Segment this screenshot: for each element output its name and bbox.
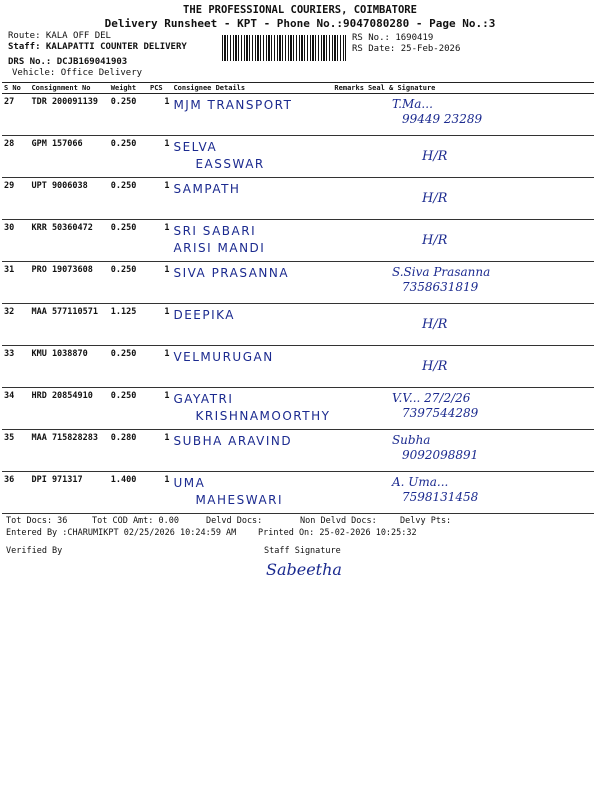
- seal-signature-line: H/R: [421, 317, 448, 332]
- seal-signature-line: 7598131458: [401, 490, 479, 504]
- row-seal-signature: [366, 346, 594, 388]
- row-sno: 31: [2, 262, 29, 304]
- row-seal-signature: [366, 430, 594, 472]
- row-weight: 0.280: [109, 430, 148, 472]
- row-pcs: 1: [148, 94, 171, 136]
- row-pcs: 1: [148, 388, 171, 430]
- row-remarks: [332, 472, 366, 514]
- seal-signature-line: H/R: [421, 233, 448, 248]
- row-weight: 0.250: [109, 346, 148, 388]
- row-seal-signature: [366, 178, 594, 220]
- row-consignment-no: KRR 50360472: [29, 220, 108, 262]
- verified-by: Verified By: [6, 546, 63, 556]
- row-consignment-no: KMU 1038870: [29, 346, 108, 388]
- row-consignment-no: UPT 9006038: [29, 178, 108, 220]
- document-subtitle: Delivery Runsheet - KPT - Phone No.:9047080280 - Page No.:3: [104, 17, 496, 30]
- consignee-name-line: KRISHNAMOORTHY: [195, 409, 331, 423]
- row-remarks: [332, 94, 366, 136]
- seal-signature-line: H/R: [421, 359, 448, 374]
- seal-signature-line: 7358631819: [401, 280, 479, 294]
- row-remarks: [332, 304, 366, 346]
- row-consignment-no: PRO 19073608: [29, 262, 108, 304]
- row-weight: 0.250: [109, 388, 148, 430]
- row-weight: 1.400: [109, 472, 148, 514]
- row-seal-signature: [366, 262, 594, 304]
- row-consignee: [171, 178, 332, 220]
- col-weight: Weight: [109, 83, 148, 94]
- table-row: [2, 430, 594, 472]
- row-sno: 30: [2, 220, 29, 262]
- table-row: [2, 346, 594, 388]
- row-seal-signature: [366, 304, 594, 346]
- row-sno: 35: [2, 430, 29, 472]
- table-row: [2, 94, 594, 136]
- seal-signature-line: H/R: [421, 149, 448, 164]
- row-consignee: [171, 136, 332, 178]
- row-pcs: 1: [148, 304, 171, 346]
- drs-label: DRS No.: DCJB169041903: [8, 57, 128, 67]
- row-remarks: [332, 346, 366, 388]
- row-consignment-no: HRD 20854910: [29, 388, 108, 430]
- row-consignee: [171, 388, 332, 430]
- consignee-name-line: SIVA PRASANNA: [173, 266, 290, 280]
- seal-signature-line: T.Ma...: [391, 97, 433, 111]
- col-remarks: Remarks: [334, 84, 364, 92]
- table-row: [2, 472, 594, 514]
- consignee-name-line: UMA: [173, 476, 206, 490]
- row-sno: 33: [2, 346, 29, 388]
- table-row: [2, 136, 594, 178]
- row-consignment-no: TDR 200091139: [29, 94, 108, 136]
- staff-signature: Sabeetha: [266, 560, 342, 579]
- col-pcs: PCS: [148, 83, 171, 94]
- row-seal-signature: [366, 388, 594, 430]
- col-sno: S No: [2, 83, 29, 94]
- delivered-docs: Delvd Docs:: [206, 516, 263, 526]
- row-sno: 27: [2, 94, 29, 136]
- table-row: [2, 262, 594, 304]
- row-sno: 34: [2, 388, 29, 430]
- seal-signature-line: V.V... 27/2/26: [391, 391, 471, 405]
- row-remarks: [332, 262, 366, 304]
- total-docs: Tot Docs: 36: [6, 516, 68, 526]
- row-remarks: [332, 136, 366, 178]
- seal-signature-line: 99449 23289: [401, 112, 483, 126]
- row-pcs: 1: [148, 346, 171, 388]
- row-consignee: [171, 304, 332, 346]
- row-consignee: [171, 430, 332, 472]
- row-weight: 0.250: [109, 94, 148, 136]
- row-remarks: [332, 388, 366, 430]
- row-consignment-no: MAA 577110571: [29, 304, 108, 346]
- table-row: [2, 178, 594, 220]
- runsheet-table: [2, 82, 594, 514]
- row-consignee: [171, 94, 332, 136]
- row-seal-signature: [366, 136, 594, 178]
- col-consignment: Consignment No: [29, 83, 108, 94]
- row-seal-signature: [366, 220, 594, 262]
- seal-signature-line: Subha: [391, 433, 431, 447]
- row-sno: 29: [2, 178, 29, 220]
- seal-signature-line: 9092098891: [401, 448, 479, 462]
- row-remarks: [332, 430, 366, 472]
- col-consignee: Consignee Details: [171, 83, 332, 94]
- row-remarks: [332, 178, 366, 220]
- table-row: [2, 388, 594, 430]
- barcode: [222, 35, 346, 61]
- row-consignee: [171, 220, 332, 262]
- consignee-name-line: DEEPIKA: [173, 308, 235, 322]
- entered-by: Entered By :CHARUMIKPT 02/25/2026 10:24:59 AM: [6, 528, 237, 538]
- consignee-name-line: SUBHA ARAVIND: [173, 434, 293, 448]
- row-weight: 1.125: [109, 304, 148, 346]
- row-pcs: 1: [148, 178, 171, 220]
- vehicle-label: Vehicle: Office Delivery: [12, 68, 143, 78]
- consignee-name-line: EASSWAR: [195, 157, 265, 171]
- document-title: THE PROFESSIONAL COURIERS, COIMBATORE: [183, 4, 417, 16]
- seal-signature-line: H/R: [421, 191, 448, 206]
- row-pcs: 1: [148, 262, 171, 304]
- seal-signature-line: A. Uma...: [391, 475, 449, 489]
- row-consignee: [171, 262, 332, 304]
- consignee-name-line: SELVA: [173, 140, 218, 154]
- row-seal-signature: [366, 94, 594, 136]
- non-delivered-docs: Non Delvd Docs:: [300, 516, 377, 526]
- row-pcs: 1: [148, 430, 171, 472]
- consignee-name-line: MAHESWARI: [195, 493, 284, 507]
- staff-signature-label: Staff Signature: [264, 546, 341, 556]
- row-weight: 0.250: [109, 262, 148, 304]
- printed-on: Printed On: 25-02-2026 10:25:32: [258, 528, 417, 538]
- consignee-name-line: SRI SABARI: [173, 224, 257, 238]
- row-weight: 0.250: [109, 220, 148, 262]
- table-header-row: [2, 83, 594, 94]
- total-cod: Tot COD Amt: 0.00: [92, 516, 179, 526]
- row-sno: 28: [2, 136, 29, 178]
- table-row: [2, 220, 594, 262]
- seal-signature-line: 7397544289: [401, 406, 479, 420]
- row-consignment-no: MAA 715828283: [29, 430, 108, 472]
- row-sno: 32: [2, 304, 29, 346]
- row-remarks: [332, 220, 366, 262]
- staff-label: Staff: KALAPATTI COUNTER DELIVERY: [8, 42, 187, 52]
- consignee-name-line: GAYATRI: [173, 392, 234, 406]
- row-pcs: 1: [148, 220, 171, 262]
- consignee-name-line: ARISI MANDI: [173, 241, 266, 255]
- row-weight: 0.250: [109, 136, 148, 178]
- rs-number: RS No.: 1690419: [352, 33, 434, 43]
- row-consignment-no: GPM 157066: [29, 136, 108, 178]
- row-consignee: [171, 472, 332, 514]
- row-consignment-no: DPI 971317: [29, 472, 108, 514]
- seal-signature-line: S.Siva Prasanna: [391, 265, 491, 279]
- col-seal: Seal & Signature: [366, 83, 594, 94]
- table-row: [2, 304, 594, 346]
- route-label: Route: KALA OFF DEL: [8, 31, 111, 41]
- row-consignee: [171, 346, 332, 388]
- row-sno: 36: [2, 472, 29, 514]
- row-seal-signature: [366, 472, 594, 514]
- consignee-name-line: VELMURUGAN: [173, 350, 274, 364]
- consignee-name-line: SAMPATH: [173, 182, 241, 196]
- consignee-name-line: MJM TRANSPORT: [173, 98, 293, 112]
- delivery-points: Delvy Pts:: [400, 516, 452, 526]
- row-pcs: 1: [148, 136, 171, 178]
- row-pcs: 1: [148, 472, 171, 514]
- row-weight: 0.250: [109, 178, 148, 220]
- rs-date: RS Date: 25-Feb-2026: [352, 44, 461, 54]
